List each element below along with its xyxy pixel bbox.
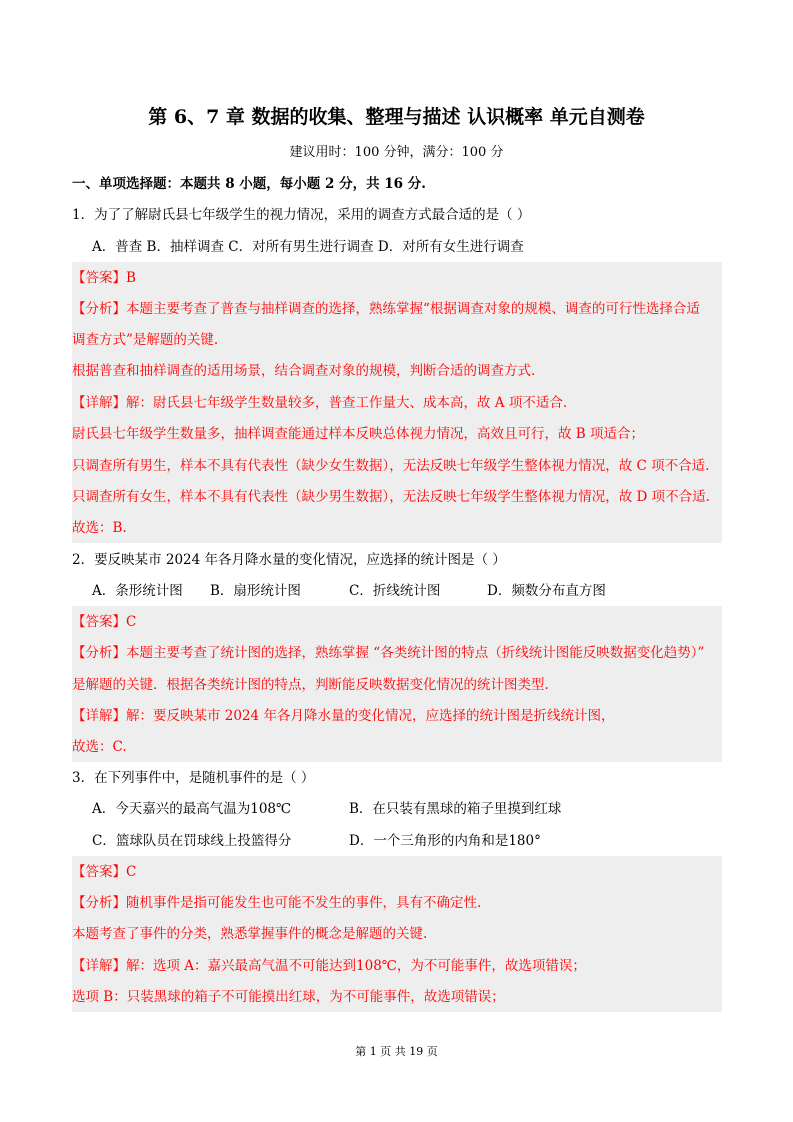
question-3-option-b: B．在只装有黑球的箱子里摸到红球 xyxy=(349,801,562,817)
answer-1-line: 只调查所有男生，样本不具有代表性（缺少女生数据），无法反映七年级学生整体视力情况，故 C 项不合适. xyxy=(72,458,710,474)
question-3-stem: 3．在下列事件中，是随机事件的是（ ） xyxy=(72,770,315,786)
answer-3-line: 【分析】随机事件是指可能发生也可能不发生的事件，具有不确定性. xyxy=(72,895,482,911)
answer-1-line: 尉氏县七年级学生数量多，抽样调查能通过样本反映总体视力情况，高效且可行，故 B 项适合； xyxy=(72,426,645,442)
page-subtitle: 建议用时：100 分钟，满分：100 分 xyxy=(289,145,504,160)
question-2-option-b: B．扇形统计图 xyxy=(210,583,301,599)
question-1-stem: 1．为了了解尉氏县七年级学生的视力情况，采用的调查方式最合适的是（ ） xyxy=(72,207,531,223)
question-2-stem: 2．要反映某市 2024 年各月降水量的变化情况，应选择的统计图是（ ） xyxy=(72,552,506,568)
question-3-option-a: A．今天嘉兴的最高气温为108℃ xyxy=(92,801,292,817)
page-title: 第 6、7 章 数据的收集、整理与描述 认识概率 单元自测卷 xyxy=(148,106,645,128)
answer-3-line: 【详解】解：选项 A：嘉兴最高气温不可能达到108℃，为不可能事件，故选项错误； xyxy=(72,958,586,974)
answer-1-line: 调查方式”是解题的关键. xyxy=(72,332,219,348)
question-1-options: A．普查 B．抽样调查 C．对所有男生进行调查 D．对所有女生进行调查 xyxy=(92,239,524,255)
question-2-option-c: C．折线统计图 xyxy=(349,583,441,599)
question-3-option-c: C．篮球队员在罚球线上投篮得分 xyxy=(92,833,292,849)
answer-2-line: 故选：C. xyxy=(72,739,127,755)
answer-1-line: 故选：B. xyxy=(72,520,127,536)
answer-2-line: 【详解】解：要反映某市 2024 年各月降水量的变化情况，应选择的统计图是折线统计图， xyxy=(72,708,615,724)
answer-1-line: 只调查所有女生，样本不具有代表性（缺少男生数据），无法反映七年级学生整体视力情况，故 D 项不合适. xyxy=(72,489,710,505)
answer-1-line: 根据普查和抽样调查的适用场景，结合调查对象的规模，判断合适的调查方式. xyxy=(72,363,536,379)
section-heading: 一、单项选择题：本题共 8 小题，每小题 2 分，共 16 分. xyxy=(72,176,426,192)
question-2-option-d: D．频数分布直方图 xyxy=(487,583,606,599)
answer-2-line: 是解题的关键．根据各类统计图的特点，判断能反映数据变化情况的统计图类型. xyxy=(72,677,549,693)
answer-3: 【答案】C xyxy=(72,864,137,880)
answer-2-line: 【分析】本题主要考查了统计图的选择，熟练掌握 “各类统计图的特点（折线统计图能反映数据变化趋势）” xyxy=(72,645,705,661)
answer-1: 【答案】B xyxy=(72,270,136,286)
page-footer: 第 1 页 共 19 页 xyxy=(355,1045,438,1058)
answer-3-line: 选项 B：只装黑球的箱子不可能摸出红球，为不可能事件，故选项错误； xyxy=(72,989,505,1005)
answer-1-line: 【分析】本题主要考查了普查与抽样调查的选择，熟练掌握“根据调查对象的规模、调查的可行性选择合适 xyxy=(72,301,700,317)
answer-1-line: 【详解】解：尉氏县七年级学生数量较多，普查工作量大、成本高，故 A 项不适合. xyxy=(72,395,568,411)
answer-2: 【答案】C xyxy=(72,614,137,630)
question-2-option-a: A．条形统计图 xyxy=(92,583,183,599)
answer-3-line: 本题考查了事件的分类，熟悉掌握事件的概念是解题的关键. xyxy=(72,926,428,942)
question-3-option-d: D．一个三角形的内角和是180° xyxy=(349,833,541,849)
